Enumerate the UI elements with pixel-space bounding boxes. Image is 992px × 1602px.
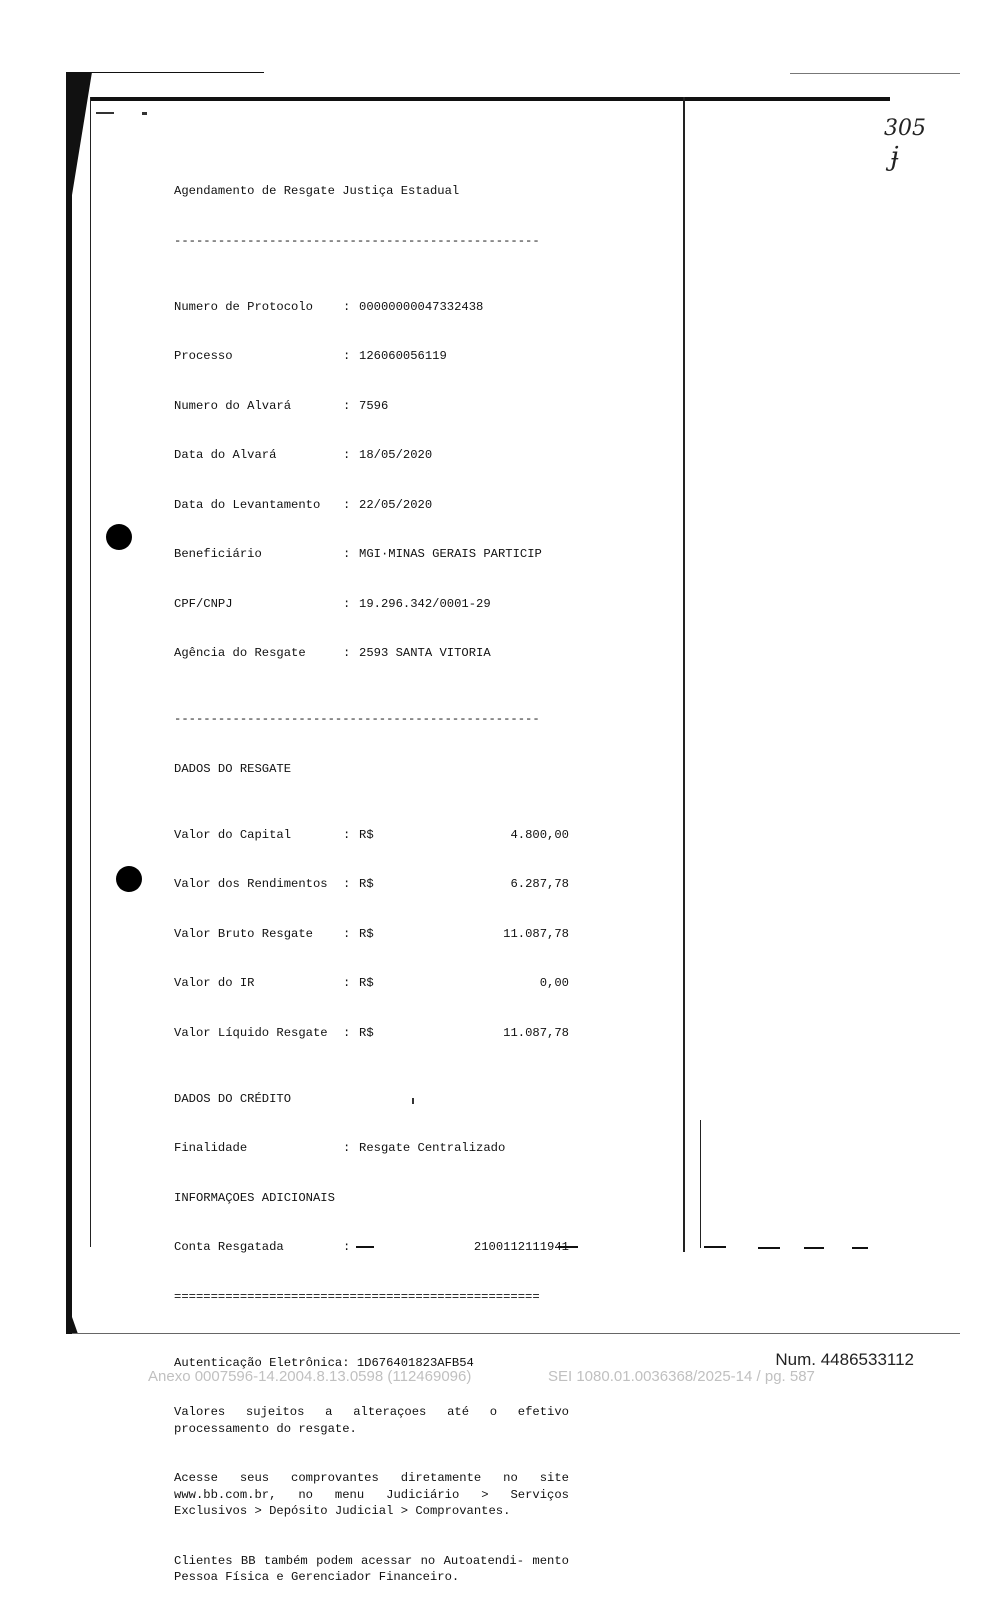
field-value: 19.296.342/0001-29 bbox=[359, 596, 491, 611]
colon: : bbox=[343, 976, 351, 990]
top-border-line bbox=[72, 72, 264, 73]
dashed-separator: -------------------------------------------------- bbox=[174, 233, 540, 248]
currency-symbol: R$ bbox=[359, 877, 374, 891]
receipt-title: Agendamento de Resgate Justiça Estadual bbox=[174, 184, 460, 198]
scan-bottom-wedge bbox=[66, 1300, 78, 1334]
punch-hole bbox=[106, 524, 132, 550]
bottom-mark bbox=[852, 1247, 868, 1249]
field-label: Agência do Resgate bbox=[174, 646, 306, 660]
amount-row bbox=[174, 876, 569, 893]
colon: : bbox=[343, 547, 351, 561]
field-value: 2593 SANTA VITORIA bbox=[359, 646, 491, 660]
colon: : bbox=[343, 1240, 351, 1254]
field-value: 7596 bbox=[359, 398, 389, 413]
field-value: 126060056119 bbox=[359, 349, 447, 363]
amount-row bbox=[174, 1025, 569, 1042]
conta-row bbox=[174, 1239, 569, 1256]
colon: : bbox=[343, 926, 351, 941]
colon: : bbox=[343, 877, 351, 891]
field-row bbox=[174, 596, 569, 613]
field-row bbox=[174, 447, 569, 464]
field-row bbox=[174, 497, 569, 514]
footer-anexo-watermark: Anexo 0007596-14.2004.8.13.0598 (112469096) bbox=[148, 1368, 472, 1385]
note-valores: Valores sujeitos a alteraçoes até o efetivo processamento do resgate. bbox=[174, 1405, 569, 1436]
field-label: Numero do Alvará bbox=[174, 398, 292, 413]
colon: : bbox=[343, 1141, 351, 1155]
amount-label: Valor do Capital bbox=[174, 827, 292, 842]
footer-sei-watermark: SEI 1080.01.0036368/2025-14 / pg. 587 bbox=[548, 1368, 815, 1385]
conta-value: 2100112111941 bbox=[473, 1240, 569, 1254]
top-right-border-line bbox=[790, 73, 960, 74]
field-label: CPF/CNPJ bbox=[174, 596, 233, 611]
colon: : bbox=[343, 349, 351, 363]
section-heading-resgate: DADOS DO RESGATE bbox=[174, 761, 292, 776]
field-value: 22/05/2020 bbox=[359, 497, 433, 512]
field-row bbox=[174, 398, 569, 415]
bottom-mark bbox=[804, 1247, 824, 1249]
paper-right-edge-lower bbox=[700, 1120, 701, 1248]
note-comprovantes: Acesse seus comprovantes diretamente no site www.bb.com.br, no menu Judiciário > Serviços Exclusivos > Depósito Judicial > Comprovantes. bbox=[174, 1471, 569, 1518]
finalidade-value: Resgate Centralizado bbox=[359, 1141, 506, 1155]
amount-row bbox=[174, 827, 569, 844]
paper-right-edge bbox=[683, 97, 685, 1252]
field-label: Processo bbox=[174, 349, 233, 363]
handwritten-page-number: 305 bbox=[884, 116, 926, 141]
amount-value: 6.287,78 bbox=[510, 877, 569, 891]
colon: : bbox=[343, 398, 351, 413]
field-row bbox=[174, 645, 569, 662]
field-value: MGI·MINAS GERAIS PARTICIP bbox=[359, 547, 542, 561]
field-label: Numero de Protocolo bbox=[174, 299, 313, 314]
currency-symbol: R$ bbox=[359, 1025, 374, 1040]
amount-value: 4.800,00 bbox=[510, 827, 569, 842]
bottom-mark bbox=[758, 1247, 780, 1249]
bottom-mark bbox=[704, 1246, 726, 1248]
field-value: 00000000047332438 bbox=[359, 299, 484, 314]
scan-speck bbox=[96, 112, 114, 114]
scan-left-edge bbox=[66, 72, 72, 1334]
scan-top-wedge bbox=[66, 72, 92, 232]
colon: : bbox=[343, 497, 351, 512]
amount-value: 11.087,78 bbox=[503, 1025, 569, 1040]
paper-left-edge bbox=[90, 97, 91, 1247]
field-row bbox=[174, 348, 569, 365]
colon: : bbox=[343, 596, 351, 611]
amount-label: Valor Líquido Resgate bbox=[174, 1025, 328, 1040]
finalidade-label: Finalidade bbox=[174, 1141, 248, 1155]
amount-label: Valor do IR bbox=[174, 976, 255, 990]
currency-symbol: R$ bbox=[359, 827, 374, 842]
amount-label: Valor dos Rendimentos bbox=[174, 877, 328, 891]
section-heading-info: INFORMAÇOES ADICIONAIS bbox=[174, 1190, 335, 1205]
field-label: Data do Alvará bbox=[174, 448, 277, 462]
punch-hole bbox=[116, 866, 142, 892]
field-row bbox=[174, 546, 569, 563]
dashed-separator: -------------------------------------------------- bbox=[174, 712, 540, 726]
colon: : bbox=[343, 299, 351, 314]
field-label: Beneficiário bbox=[174, 547, 262, 561]
note-clientes-bb: Clientes BB também podem acessar no Autoatendi- mento Pessoa Física e Gerenciador Financeiro. bbox=[174, 1553, 569, 1584]
amount-row bbox=[174, 926, 569, 943]
finalidade-row bbox=[174, 1140, 569, 1157]
colon: : bbox=[343, 646, 351, 660]
colon: : bbox=[343, 1025, 351, 1040]
equals-separator: ================================================== bbox=[174, 1289, 540, 1304]
document-number: Num. 4486533112 bbox=[775, 1350, 914, 1369]
currency-symbol: R$ bbox=[359, 926, 374, 941]
currency-symbol: R$ bbox=[359, 976, 374, 990]
amount-label: Valor Bruto Resgate bbox=[174, 926, 313, 941]
amount-value: 11.087,78 bbox=[503, 926, 569, 941]
autenticacao-text: Autenticação Eletrônica: 1D676401823AFB54 bbox=[174, 1355, 474, 1370]
conta-label: Conta Resgatada bbox=[174, 1240, 284, 1254]
field-row bbox=[174, 299, 569, 316]
amount-value: 0,00 bbox=[539, 976, 569, 990]
paper-top-edge bbox=[90, 97, 890, 101]
colon: : bbox=[343, 827, 351, 842]
field-label: Data do Levantamento bbox=[174, 497, 321, 512]
handwritten-initial: ɉ bbox=[890, 142, 899, 172]
scan-speck bbox=[142, 112, 147, 115]
amount-row bbox=[174, 975, 569, 992]
section-heading-credito: DADOS DO CRÉDITO bbox=[174, 1091, 292, 1106]
colon: : bbox=[343, 448, 351, 462]
field-value: 18/05/2020 bbox=[359, 448, 433, 462]
